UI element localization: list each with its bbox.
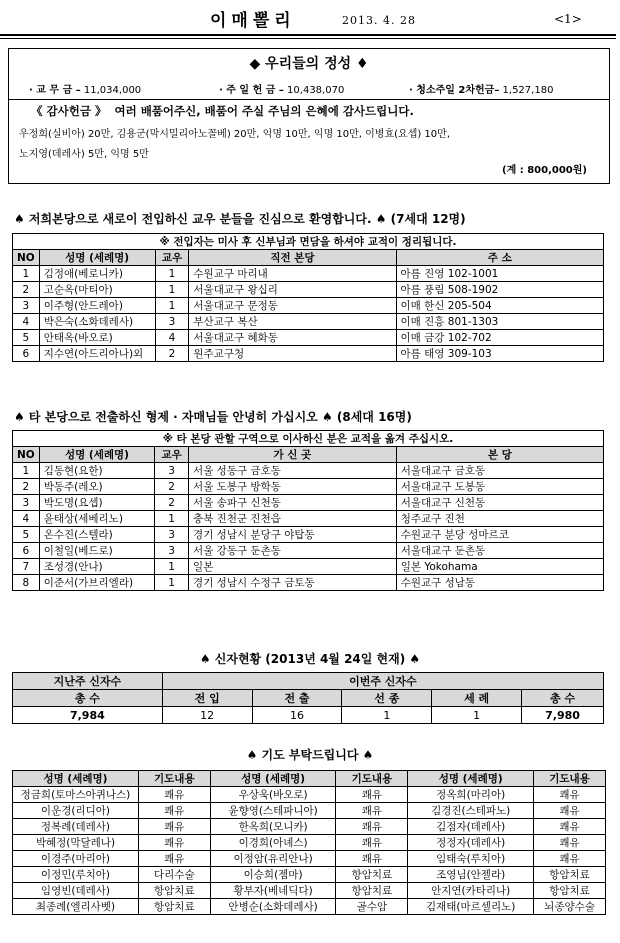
offering-item-1: · 교 무 금 – 11,034,000	[29, 85, 142, 96]
table-cell: 이경희(아녜스)	[210, 835, 336, 851]
table-cell: 1	[155, 511, 189, 527]
offering-divider	[9, 99, 609, 100]
table-cell: 이매 진흥 801-1303	[396, 314, 603, 330]
bulletin-title: 이매뽈리	[210, 11, 296, 31]
table-cell: 김경진(스테파노)	[408, 803, 534, 819]
table-row	[13, 575, 604, 591]
table-row	[13, 479, 604, 495]
table-cell: 3	[13, 298, 40, 314]
table-cell: 4	[13, 314, 40, 330]
new-members-title: ♠ 저희본당으로 새로이 전입하신 교우 분들을 진심으로 환영합니다. ♠ (7세대 12명)	[14, 212, 466, 226]
table-cell: 정정자(데레사)	[408, 835, 534, 851]
table-cell: 2	[155, 479, 189, 495]
table-row	[13, 867, 606, 883]
table-cell: 이정민(루치아)	[13, 867, 139, 883]
thanks-heading: 《 감사헌금 》 여러 배품어주신, 배품어 주실 주님의 은혜에 감사드립니다.	[31, 104, 414, 118]
table-cell: 쾌유	[534, 851, 606, 867]
transfer-in-value: 12	[162, 707, 252, 724]
new-members-table	[12, 233, 604, 362]
table-cell: 일본	[189, 559, 397, 575]
table-cell: 항암치료	[534, 883, 606, 899]
table-cell: 쾌유	[336, 851, 408, 867]
table-cell: 쾌유	[336, 787, 408, 803]
table-cell: 1	[155, 266, 189, 282]
table-cell: 이철일(베드로)	[39, 543, 154, 559]
table-cell: 황부자(베네딕다)	[210, 883, 336, 899]
table-cell: 2	[155, 346, 189, 362]
table-cell: 쾌유	[336, 819, 408, 835]
table-note-row: ※ 전입자는 미사 후 신부님과 면담을 하셔야 교적이 정리됩니다.	[13, 234, 604, 250]
table-cell: 임영빈(데레사)	[13, 883, 139, 899]
table-cell: 쾌유	[534, 819, 606, 835]
table-cell: 최종례(엘리사벳)	[13, 899, 139, 915]
table-cell: 아름 태영 309-103	[396, 346, 603, 362]
table-cell: 아름 풍림 508-1902	[396, 282, 603, 298]
table-cell: 우상욱(바오로)	[210, 787, 336, 803]
table-cell: 이경주(마리아)	[13, 851, 139, 867]
header-rule-thin	[0, 38, 616, 39]
table-cell: 3	[155, 527, 189, 543]
table-cell: 온수진(스텔라)	[39, 527, 154, 543]
table-cell: 6	[13, 543, 40, 559]
table-cell: 서울 도봉구 방학동	[189, 479, 397, 495]
table-cell: 정복례(데레사)	[13, 819, 139, 835]
bulletin-date: 2013. 4. 28	[342, 14, 416, 27]
table-cell: 안병순(소화데레사)	[210, 899, 336, 915]
prayer-table	[12, 770, 606, 915]
table-cell: 3	[155, 463, 189, 479]
offering-item-2: · 주 일 헌 금 – 10,438,070	[219, 85, 345, 96]
last-total-label: 총 수	[13, 690, 163, 707]
table-cell: 항암치료	[336, 883, 408, 899]
table-cell: 조영님(안젤라)	[408, 867, 534, 883]
table-cell: 5	[13, 330, 40, 346]
prayer-title: ♠ 기도 부탁드립니다 ♠	[246, 748, 374, 762]
table-cell: 경기 성남시 분당구 야탑동	[189, 527, 397, 543]
table-cell: 이매 금강 102-702	[396, 330, 603, 346]
table-row	[13, 851, 606, 867]
table-cell: 쾌유	[138, 835, 210, 851]
header-rule	[0, 34, 616, 36]
table-cell: 서울 송파구 신천동	[189, 495, 397, 511]
table-cell: 1	[13, 463, 40, 479]
table-cell: 2	[13, 282, 40, 298]
table-note-row: ※ 타 본당 관할 구역으로 이사하신 분은 교적을 옮겨 주십시오.	[13, 431, 604, 447]
last-total-value: 7,984	[13, 707, 163, 724]
table-cell: 쾌유	[336, 803, 408, 819]
table-cell: 1	[155, 575, 189, 591]
table-cell: 1	[13, 266, 40, 282]
table-cell: 부산교구 복산	[189, 314, 396, 330]
table-cell: 경기 성남시 수정구 금토동	[189, 575, 397, 591]
table-row	[13, 883, 606, 899]
table-cell: 김점자(데레사)	[408, 819, 534, 835]
table-cell: 수원교구 마리내	[189, 266, 396, 282]
offering-item-3: · 청소주일 2차헌금– 1,527,180	[409, 85, 554, 96]
table-row	[13, 282, 604, 298]
col-deceased: 선 종	[342, 690, 432, 707]
table-row	[13, 543, 604, 559]
table-cell: 쾌유	[138, 819, 210, 835]
table-cell: 쾌유	[534, 803, 606, 819]
baptism-value: 1	[432, 707, 522, 724]
table-cell: 수원교구 분당 성마르코	[396, 527, 603, 543]
table-cell: 김동현(요한)	[39, 463, 154, 479]
table-cell: 안지연(카타리나)	[408, 883, 534, 899]
table-cell: 서울대교구 문정동	[189, 298, 396, 314]
table-cell: 쾌유	[138, 851, 210, 867]
offering-title: ◆ 우리들의 정성 ♦	[249, 56, 369, 72]
table-cell: 골수암	[336, 899, 408, 915]
table-cell: 8	[13, 575, 40, 591]
table-row	[13, 899, 606, 915]
table-row	[13, 495, 604, 511]
this-total-label: 총 수	[522, 690, 604, 707]
table-cell: 1	[155, 298, 189, 314]
table-cell: 원주교구청	[189, 346, 396, 362]
table-cell: 임태숙(루치아)	[408, 851, 534, 867]
table-cell: 지수연(아드리아나)외	[39, 346, 155, 362]
table-cell: 5	[13, 527, 40, 543]
table-header-row: NO 성명 (세례명) 교우 직전 본당 주 소	[13, 250, 604, 266]
this-total-value: 7,980	[522, 707, 604, 724]
table-cell: 박혜정(막달레나)	[13, 835, 139, 851]
table-cell: 뇌종양수술	[534, 899, 606, 915]
table-cell: 3	[155, 543, 189, 559]
deceased-value: 1	[342, 707, 432, 724]
table-cell: 서울 강동구 둔촌동	[189, 543, 397, 559]
table-row	[13, 266, 604, 282]
table-cell: 1	[155, 282, 189, 298]
table-cell: 서울대교구 금호동	[396, 463, 603, 479]
table-cell: 쾌유	[138, 787, 210, 803]
table-cell: 4	[155, 330, 189, 346]
moved-out-table	[12, 430, 604, 591]
table-cell: 서울대교구 혜화동	[189, 330, 396, 346]
table-cell: 쾌유	[534, 787, 606, 803]
table-cell: 박은숙(소화데레사)	[39, 314, 155, 330]
table-cell: 충북 진천군 진천읍	[189, 511, 397, 527]
table-cell: 쾌유	[336, 835, 408, 851]
table-cell: 6	[13, 346, 40, 362]
table-cell: 윤태상(세베리노)	[39, 511, 154, 527]
last-week-label: 지난주 신자수	[13, 673, 163, 690]
table-cell: 7	[13, 559, 40, 575]
col-transfer-in: 전 입	[162, 690, 252, 707]
table-cell: 항암치료	[336, 867, 408, 883]
table-row	[13, 803, 606, 819]
transfer-out-value: 16	[252, 707, 342, 724]
table-cell: 윤향영(스테파니아)	[210, 803, 336, 819]
this-week-label: 이번주 신자수	[162, 673, 603, 690]
table-cell: 수원교구 성남동	[396, 575, 603, 591]
table-cell: 3	[155, 314, 189, 330]
table-cell: 정옥희(마리아)	[408, 787, 534, 803]
thanks-total: (계 : 800,000원)	[502, 165, 587, 176]
table-row	[13, 819, 606, 835]
table-cell: 서울대교구 도봉동	[396, 479, 603, 495]
table-cell: 1	[155, 559, 189, 575]
offering-box	[8, 48, 610, 184]
table-row	[13, 835, 606, 851]
statistics-title: ♠ 신자현황 (2013년 4월 24일 현재) ♠	[199, 652, 421, 666]
table-row	[13, 787, 606, 803]
table-cell: 2	[13, 479, 40, 495]
table-cell: 이정암(유리안나)	[210, 851, 336, 867]
table-row	[13, 346, 604, 362]
table-cell: 4	[13, 511, 40, 527]
table-cell: 서울 성동구 금호동	[189, 463, 397, 479]
table-cell: 고순옥(마티아)	[39, 282, 155, 298]
table-row	[13, 559, 604, 575]
table-row	[13, 527, 604, 543]
table-cell: 한옥희(모니카)	[210, 819, 336, 835]
bulletin-header	[0, 0, 620, 40]
table-row	[13, 511, 604, 527]
statistics-table	[12, 672, 604, 724]
table-cell: 박동주(레오)	[39, 479, 154, 495]
table-cell: 박도명(요셉)	[39, 495, 154, 511]
table-cell: 항암치료	[534, 867, 606, 883]
table-row	[13, 298, 604, 314]
table-header-row: NO 성명 (세례명) 교우 가 신 곳 본 당	[13, 447, 604, 463]
donor-list: 우정희(실비아) 20만, 김용군(막시밀리아노꼴베) 20만, 익명 10만, 익명 10만, 이병효(요셉) 10만, 노지영(데레사) 5만, 익명 5만	[19, 129, 450, 160]
table-cell: 다리수술	[138, 867, 210, 883]
table-cell: 이승희(젬마)	[210, 867, 336, 883]
table-cell: 3	[13, 495, 40, 511]
col-transfer-out: 전 출	[252, 690, 342, 707]
table-cell: 조성경(안나)	[39, 559, 154, 575]
table-cell: 서울대교구 왕십리	[189, 282, 396, 298]
table-header-row: 성명 (세례명) 기도내용 성명 (세례명) 기도내용 성명 (세례명) 기도내용	[13, 771, 606, 787]
table-cell: 김재태(마르셀리노)	[408, 899, 534, 915]
table-cell: 이준서(가브리엘라)	[39, 575, 154, 591]
table-cell: 안태옥(바오로)	[39, 330, 155, 346]
table-cell: 이운경(리디아)	[13, 803, 139, 819]
table-cell: 김정애(베로니카)	[39, 266, 155, 282]
table-row	[13, 314, 604, 330]
table-cell: 항암치료	[138, 899, 210, 915]
page-number: <1>	[554, 12, 582, 26]
table-cell: 쾌유	[534, 835, 606, 851]
table-row	[13, 463, 604, 479]
table-cell: 쾌유	[138, 803, 210, 819]
table-cell: 이주형(안드레아)	[39, 298, 155, 314]
table-cell: 아름 진영 102-1001	[396, 266, 603, 282]
table-cell: 서울대교구 둔촌동	[396, 543, 603, 559]
table-cell: 이매 한신 205-504	[396, 298, 603, 314]
table-cell: 정금희(토마스아퀴나스)	[13, 787, 139, 803]
table-cell: 2	[155, 495, 189, 511]
table-row	[13, 330, 604, 346]
table-cell: 항암치료	[138, 883, 210, 899]
col-baptism: 세 례	[432, 690, 522, 707]
moved-out-title: ♠ 타 본당으로 전출하신 형제 · 자매님들 안녕히 가십시오 ♠ (8세대 16명)	[14, 410, 412, 424]
table-cell: 서울대교구 신천동	[396, 495, 603, 511]
table-cell: 일본 Yokohama	[396, 559, 603, 575]
table-cell: 청주교구 진천	[396, 511, 603, 527]
